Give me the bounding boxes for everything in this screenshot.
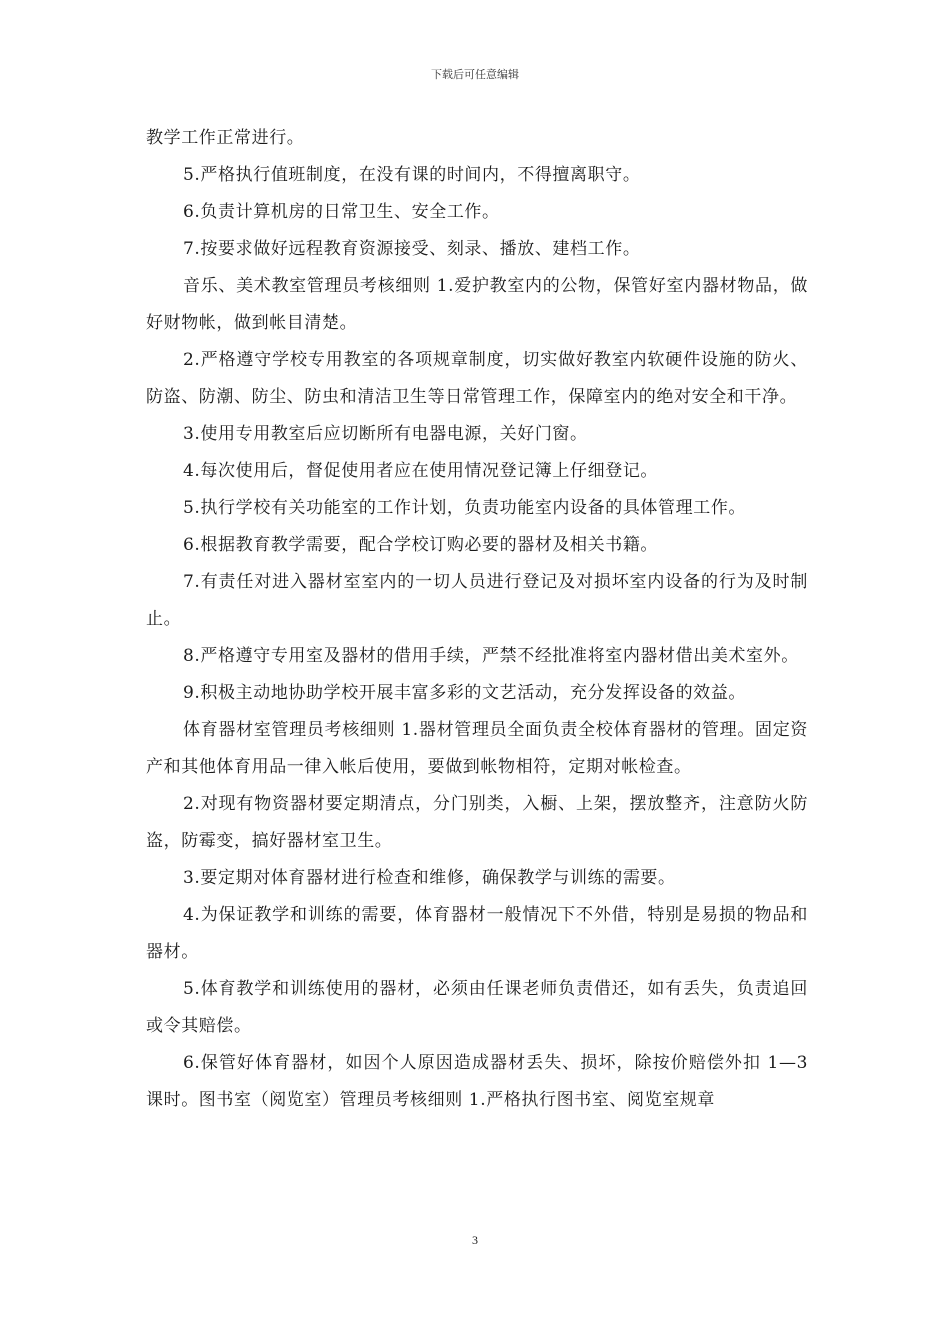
page-number: 3 (472, 1233, 478, 1247)
paragraph: 4.为保证教学和训练的需要，体育器材一般情况下不外借，特别是易损的物品和器材。 (146, 905, 808, 962)
paragraph: 2.严格遵守学校专用教室的各项规章制度，切实做好教室内软硬件设施的防火、防盗、防潮、防尘、防虫和清洁卫生等日常管理工作，保障室内的绝对安全和干净。 (146, 350, 808, 407)
paragraph: 3.使用专用教室后应切断所有电器电源，关好门窗。 (183, 424, 588, 444)
paragraph: 3.要定期对体育器材进行检查和维修，确保教学与训练的需要。 (183, 868, 676, 888)
paragraph: 4.每次使用后，督促使用者应在使用情况登记簿上仔细登记。 (183, 461, 659, 481)
paragraph: 9.积极主动地协助学校开展丰富多彩的文艺活动，充分发挥设备的效益。 (183, 683, 747, 703)
paragraph: 2.对现有物资器材要定期清点，分门别类，入橱、上架，摆放整齐，注意防火防盗，防霉变，搞好器材室卫生。 (146, 794, 808, 851)
paragraph: 8.严格遵守专用室及器材的借用手续，严禁不经批准将室内器材借出美术室外。 (183, 646, 799, 666)
paragraph: 6.保管好体育器材，如因个人原因造成器材丢失、损坏，除按价赔偿外扣 1—3 课时。图书室（阅览室）管理员考核细则 1.严格执行图书室、阅览室规章 (146, 1053, 808, 1110)
document-body (146, 120, 808, 1119)
paragraph: 6.根据教育教学需要，配合学校订购必要的器材及相关书籍。 (183, 535, 659, 555)
paragraph: 音乐、美术教室管理员考核细则 1.爱护教室内的公物，保管好室内器材物品，做好财物帐，做到帐目清楚。 (146, 276, 808, 333)
paragraph: 5.体育教学和训练使用的器材，必须由任课老师负责借还，如有丢失，负责追回或令其赔偿。 (146, 979, 808, 1036)
paragraph: 7.有责任对进入器材室室内的一切人员进行登记及对损坏室内设备的行为及时制止。 (146, 572, 808, 629)
paragraph: 6.负责计算机房的日常卫生、安全工作。 (183, 202, 500, 222)
paragraph: 教学工作正常进行。 (146, 128, 305, 148)
paragraph: 体育器材室管理员考核细则 1.器材管理员全面负责全校体育器材的管理。固定资产和其他体育用品一律入帐后使用，要做到帐物相符，定期对帐检查。 (146, 720, 808, 777)
paragraph: 5.严格执行值班制度，在没有课的时间内，不得擅离职守。 (183, 165, 641, 185)
paragraph: 7.按要求做好远程教育资源接受、刻录、播放、建档工作。 (183, 239, 641, 259)
paragraph: 5.执行学校有关功能室的工作计划，负责功能室内设备的具体管理工作。 (183, 498, 747, 518)
page-header: 下载后可任意编辑 (431, 68, 519, 81)
